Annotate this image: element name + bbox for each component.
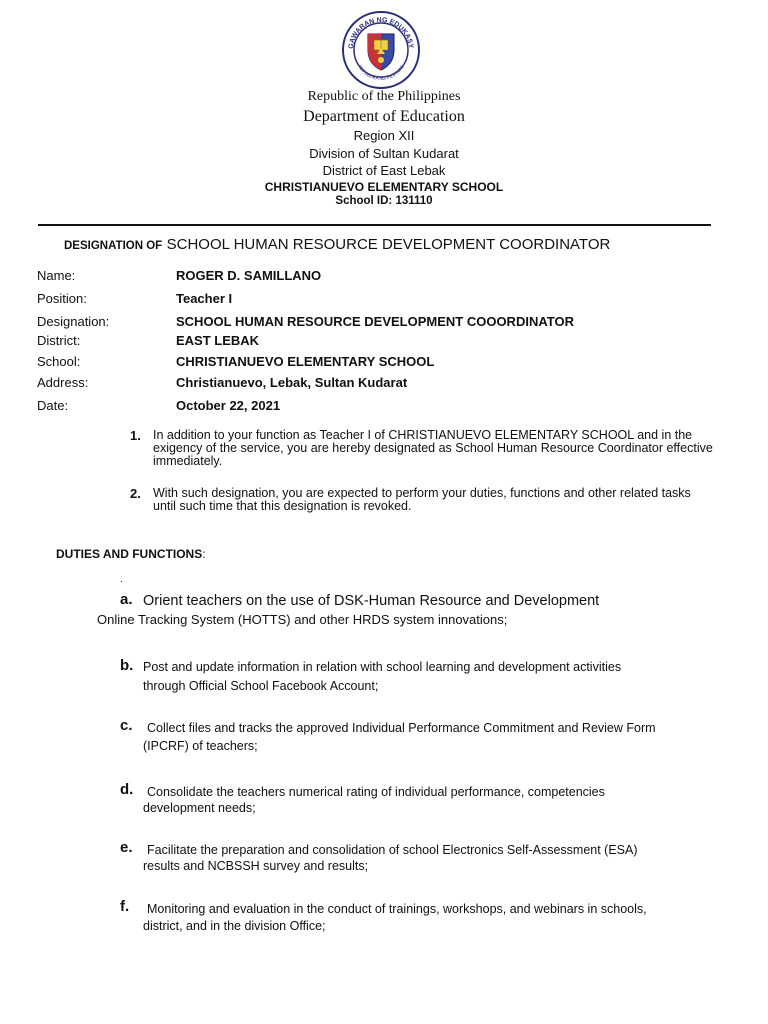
field-value-designation: SCHOOL HUMAN RESOURCE DEVELOPMENT COOORDINATOR <box>176 314 574 329</box>
duty-d-line2: development needs; <box>143 801 256 815</box>
field-label-school: School: <box>37 354 81 369</box>
field-value-school: CHRISTIANUEVO ELEMENTARY SCHOOL <box>176 354 435 369</box>
duty-f-line1: Monitoring and evaluation in the conduct of trainings, workshops, and webinars in schools, <box>147 902 647 916</box>
duties-heading <box>56 547 206 561</box>
district-text: District of East Lebak <box>322 163 446 178</box>
paragraph-number-1: 1. <box>130 428 141 443</box>
title-prefix: DESIGNATION OF <box>64 240 163 252</box>
stray-dot: . <box>120 574 123 585</box>
duty-letter-e: e. <box>120 839 133 856</box>
duty-b-line2: through Official School Facebook Account; <box>143 679 379 693</box>
header-divider <box>38 224 711 226</box>
school-name-heading: CHRISTIANUEVO ELEMENTARY SCHOOL <box>264 180 504 194</box>
division-text: Division of Sultan Kudarat <box>309 146 459 161</box>
duty-b-line1: Post and update information in relation with school learning and development activities <box>143 660 622 674</box>
paragraph-1: In addition to your function as Teacher I of CHRISTIANUEVO ELEMENTARY SCHOOL and in the exigency of the service, you are hereby designated as School Human Resource Coordinator effective immediately. <box>153 428 713 468</box>
duty-letter-c: c. <box>120 717 133 734</box>
field-label-address: Address: <box>37 375 89 390</box>
republic-heading: Republic of the Philippines <box>307 89 461 104</box>
field-value-date: October 22, 2021 <box>176 398 281 413</box>
duties-heading-colon: : <box>202 547 206 561</box>
field-label-name: Name: <box>37 268 76 283</box>
field-value-address: Christianuevo, Lebak, Sultan Kudarat <box>176 375 408 390</box>
field-label-district: District: <box>37 333 81 348</box>
duty-letter-b: b. <box>120 657 134 674</box>
document-title <box>64 236 610 254</box>
field-value-district: EAST LEBAK <box>176 333 260 348</box>
duty-c-line2: (IPCRF) of teachers; <box>143 739 258 753</box>
field-label-position: Position: <box>37 291 87 306</box>
duty-e-line2: results and NCBSSH survey and results; <box>143 859 369 873</box>
department-heading: Department of Education <box>303 108 465 125</box>
field-label-date: Date: <box>37 398 69 413</box>
svg-text:KAGAWARAN NG EDUKASYON: GAWARAN NG EDUKASY <box>347 16 415 50</box>
duty-letter-d: d. <box>120 781 134 798</box>
field-value-position: Teacher I <box>176 291 233 306</box>
duty-c-line1: Collect files and tracks the approved Individual Performance Commitment and Review Form <box>147 721 656 735</box>
duty-letter-f: f. <box>120 898 130 915</box>
duties-heading-text: DUTIES AND FUNCTIONS <box>56 547 203 561</box>
duty-a-line2: Online Tracking System (HOTTS) and other HRDS system innovations; <box>97 612 508 627</box>
duty-f-line2: district, and in the division Office; <box>143 919 326 933</box>
school-id: School ID: 131110 <box>335 195 433 207</box>
paragraph-number-2: 2. <box>130 486 141 501</box>
svg-text:REPUBLIKA NG PILIPINAS: REPUBLIKA NG PILIPINAS <box>357 64 405 82</box>
region-text: Region XII <box>353 128 415 143</box>
field-label-designation: Designation: <box>37 314 110 329</box>
paragraph-2: With such designation, you are expected to perform your duties, functions and other related tasks until such time that this designation is revoked. <box>153 486 691 513</box>
duty-e-line1: Facilitate the preparation and consolidation of school Electronics Self-Assessment (ESA) <box>147 843 638 857</box>
deped-seal <box>341 10 421 90</box>
title-main: SCHOOL HUMAN RESOURCE DEVELOPMENT COORDINATOR <box>166 236 611 253</box>
duty-d-line1: Consolidate the teachers numerical rating of individual performance, competencies <box>147 785 605 799</box>
field-value-name: ROGER D. SAMILLANO <box>176 268 322 283</box>
duty-a-line1: Orient teachers on the use of DSK-Human Resource and Development <box>143 593 600 609</box>
duty-letter-a: a. <box>120 591 133 608</box>
